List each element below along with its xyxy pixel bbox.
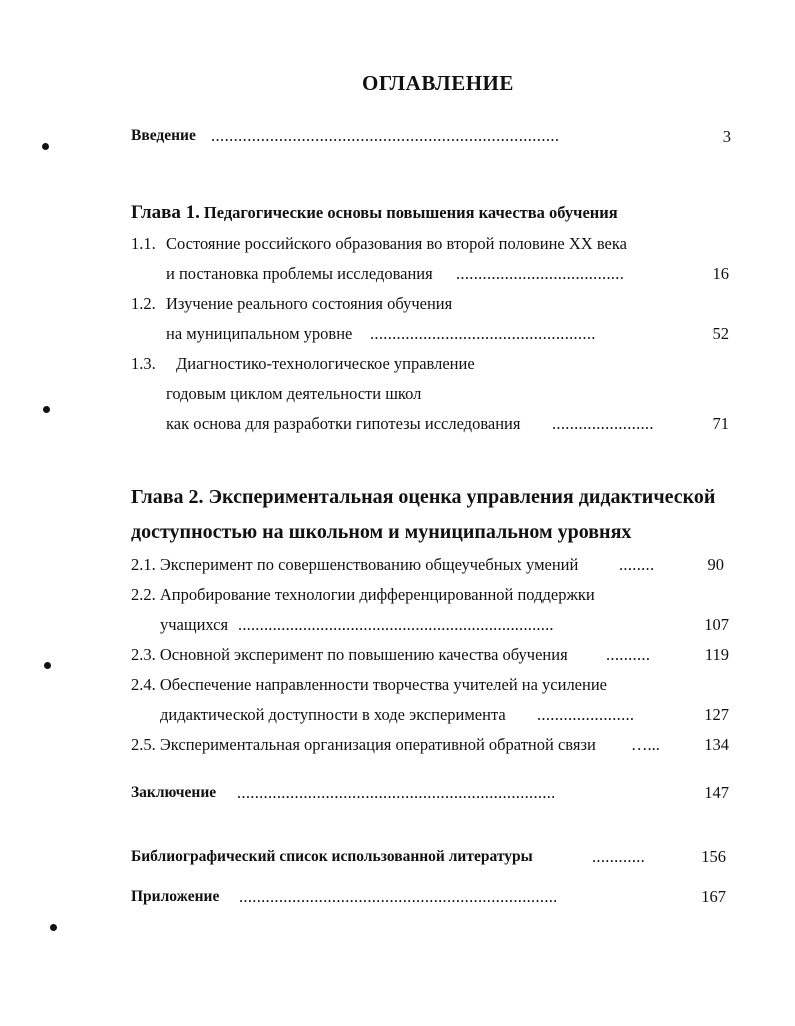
chapter1-number: Глава 1.: [131, 202, 200, 223]
toc-conclusion-label: Заключение: [131, 784, 217, 801]
binding-hole-mark: [43, 406, 50, 413]
toc-item-1-2-title-line1: Изучение реального состояния обучения: [166, 294, 453, 313]
toc-item-1-3-title-line2: годовым циклом деятельности школ: [166, 384, 422, 403]
binding-hole-mark: [44, 662, 51, 669]
chapter2-heading-line1: Глава 2. Экспериментальная оценка управления дидактической: [131, 486, 716, 508]
toc-item-1-3-number: 1.3.: [131, 354, 156, 373]
toc-conclusion-page: 147: [704, 783, 729, 802]
toc-item-1-1-title-line2: и постановка проблемы исследования: [166, 264, 433, 283]
toc-item-1-3-title-line1: Диагностико-технологическое управление: [176, 354, 475, 373]
toc-item-1-2-title-line2: на муниципальном уровне: [166, 324, 353, 343]
toc-item-1-2-page: 52: [712, 324, 729, 343]
chapter2-heading-line2: доступностью на школьном и муниципальном уровнях: [131, 521, 632, 543]
toc-item-2-3-leader: ..........: [606, 645, 651, 664]
toc-item-2-1-leader: ........: [619, 555, 655, 574]
toc-item-2-1-title: 2.1. Эксперимент по совершенствованию общеучебных умений: [131, 555, 579, 574]
toc-item-2-5-page: 134: [704, 735, 729, 754]
toc-item-2-4-page: 127: [704, 705, 729, 724]
page-title: ОГЛАВЛЕНИЕ: [362, 71, 514, 95]
toc-item-1-1-leader: ......................................: [456, 264, 625, 283]
binding-hole-mark: [50, 924, 57, 931]
toc-bibliography-label: Библиографический список использованной литературы: [131, 848, 533, 865]
toc-appendix-page: 167: [701, 887, 726, 906]
toc-item-1-3-leader: .......................: [552, 414, 654, 433]
toc-item-2-4-leader: ......................: [537, 705, 635, 724]
toc-bibliography-leader: ............: [592, 847, 646, 866]
toc-item-2-3-page: 119: [704, 645, 729, 664]
binding-hole-mark: [42, 143, 49, 150]
chapter1-heading: [131, 202, 618, 224]
toc-appendix-leader: ........................................................................: [239, 887, 558, 906]
toc-item-2-2-title-line2: учащихся: [160, 615, 229, 634]
toc-item-1-2-number: 1.2.: [131, 294, 156, 313]
toc-conclusion-leader: ........................................................................: [237, 783, 556, 802]
toc-intro-leader: .............................................................................: [211, 126, 560, 145]
toc-item-2-1-page: 90: [707, 555, 724, 574]
toc-item-2-2-title-line1: 2.2. Апробирование технологии дифференцированной поддержки: [131, 585, 595, 604]
toc-item-1-3-title-line3: как основа для разработки гипотезы исследования: [166, 414, 521, 433]
toc-bibliography-page: 156: [701, 847, 726, 866]
toc-item-2-4-title-line2: дидактической доступности в ходе эксперимента: [160, 705, 506, 724]
toc-item-2-4-title-line1: 2.4. Обеспечение направленности творчества учителей на усиление: [131, 675, 607, 694]
toc-intro-page: 3: [722, 127, 731, 146]
toc-item-1-1-number: 1.1.: [131, 234, 156, 253]
toc-item-1-1-page: 16: [712, 264, 729, 283]
toc-intro-label: Введение: [131, 127, 196, 144]
toc-item-1-1-title-line1: Состояние российского образования во второй половине XX века: [166, 234, 627, 253]
toc-item-2-3-title: 2.3. Основной эксперимент по повышению качества обучения: [131, 645, 568, 664]
chapter1-title: Педагогические основы повышения качества обучения: [203, 203, 618, 222]
toc-item-2-5-leader: …...: [631, 735, 660, 754]
toc-item-2-2-page: 107: [704, 615, 729, 634]
toc-appendix-label: Приложение: [131, 888, 220, 905]
toc-item-1-2-leader: ...................................................: [370, 324, 596, 343]
toc-item-2-2-leader: .........................................................................: [238, 615, 554, 634]
toc-item-2-5-title: 2.5. Экспериментальная организация оперативной обратной связи: [131, 735, 596, 754]
toc-item-1-3-page: 71: [712, 414, 729, 433]
